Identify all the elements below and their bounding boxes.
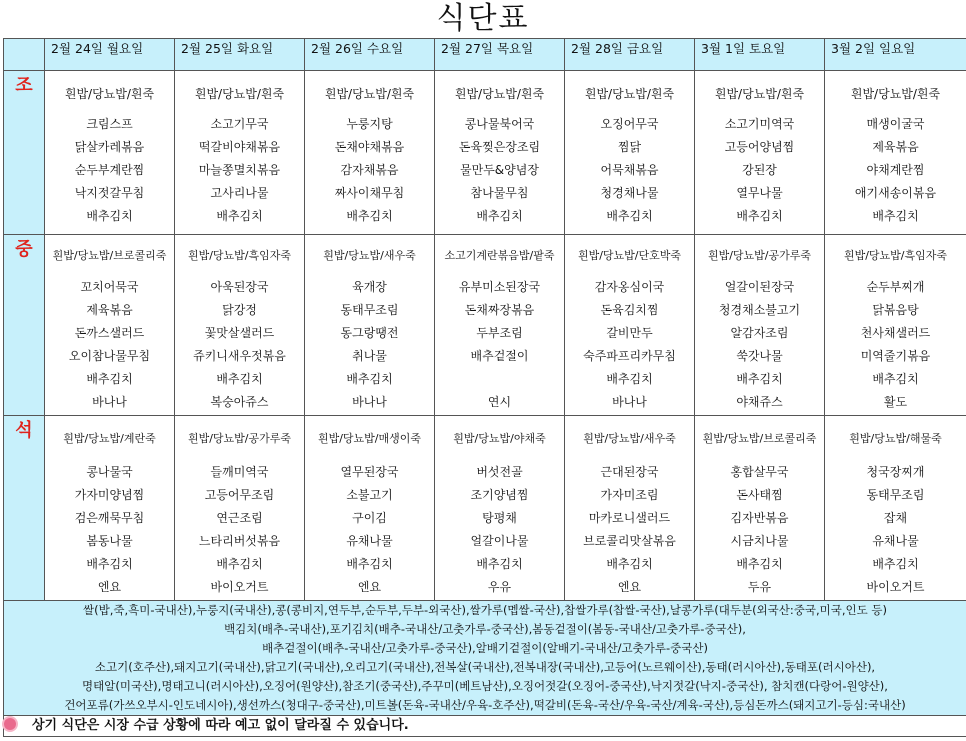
dish-item: 닭볶음탕 bbox=[872, 303, 919, 317]
dish-item: 유채나물 bbox=[872, 534, 919, 548]
origin-info bbox=[4, 601, 966, 716]
dish-item: 제육볶음 bbox=[872, 140, 919, 154]
dish-list bbox=[825, 461, 966, 599]
dish-item: 배추김치 bbox=[606, 557, 653, 571]
dish-item: 배추김치 bbox=[346, 209, 393, 223]
meal-label-dinner: 석 bbox=[4, 416, 45, 601]
dish-item: 알감자조림 bbox=[730, 326, 789, 340]
rice-porridge-options: 흰밥/당뇨밥/계란죽 bbox=[63, 432, 156, 445]
rice-porridge-options: 흰밥/당뇨밥/야채죽 bbox=[453, 432, 546, 445]
dish-item: 유부미소된장국 bbox=[458, 280, 541, 294]
dish-list bbox=[565, 461, 694, 599]
dish-item: 배추김치 bbox=[86, 209, 133, 223]
lunch-row bbox=[4, 235, 966, 416]
dish-item: 돈육김치찜 bbox=[600, 303, 659, 317]
notice-row bbox=[4, 716, 966, 737]
meal-label-breakfast: 조 bbox=[4, 71, 45, 235]
dish-item: 소고기미역국 bbox=[724, 117, 795, 131]
dish-item: 마늘쫑멸치볶음 bbox=[198, 163, 281, 177]
dish-list bbox=[565, 276, 694, 414]
rice-porridge-options: 흰밥/당뇨밥/흰죽 bbox=[850, 87, 941, 101]
menu-cell-breakfast bbox=[565, 71, 695, 235]
date-header: 2월 24일 월요일 bbox=[45, 39, 175, 71]
origin-line: 백김치(배추-국내산),포기김치(배추-국내산/고춧가루-중국산),봄동겉절이(봄동-국내산/고춧가루-중국산), bbox=[224, 622, 746, 636]
origin-row bbox=[4, 601, 966, 716]
dish-item: 낙지젓갈무침 bbox=[74, 186, 145, 200]
dish-item: 청경채나물 bbox=[600, 186, 659, 200]
rice-porridge-options: 흰밥/당뇨밥/새우죽 bbox=[583, 432, 676, 445]
dish-item: 오징어무국 bbox=[600, 117, 659, 131]
dish-item: 닭살카레볶음 bbox=[74, 140, 145, 154]
dish-item: 육개장 bbox=[352, 280, 387, 294]
notice-text: 상기 식단은 시장 수급 상황에 따라 예고 없이 달라질 수 있습니다. bbox=[32, 718, 409, 733]
dish-item: 돈까스샐러드 bbox=[74, 326, 145, 340]
dish-list bbox=[825, 113, 966, 228]
dish-item: 배추김치 bbox=[606, 209, 653, 223]
menu-cell-dinner bbox=[45, 416, 175, 601]
dish-item: 콩나물북어국 bbox=[464, 117, 535, 131]
dish-item: 배추김치 bbox=[606, 372, 653, 386]
rice-porridge-options: 흰밥/당뇨밥/흰죽 bbox=[584, 87, 675, 101]
dish-item: 오이참나물무침 bbox=[68, 349, 151, 363]
rice-porridge-options: 흰밥/당뇨밥/흰죽 bbox=[454, 87, 545, 101]
menu-cell-lunch bbox=[695, 235, 825, 416]
dish-item: 순두부찌개 bbox=[866, 280, 925, 294]
dish-item: 바나나 bbox=[352, 395, 387, 409]
menu-cell-breakfast bbox=[435, 71, 565, 235]
dish-item: 크림스프 bbox=[86, 117, 133, 131]
dish-item: 누룽지탕 bbox=[346, 117, 393, 131]
dish-item: 어묵채볶음 bbox=[600, 163, 659, 177]
dish-item: 감자옹심이국 bbox=[594, 280, 665, 294]
menu-cell-lunch bbox=[435, 235, 565, 416]
dish-item: 연근조림 bbox=[216, 511, 263, 525]
dish-item: 매생이굴국 bbox=[866, 117, 925, 131]
dish-item: 바이오거트 bbox=[866, 580, 925, 594]
rice-porridge-options: 흰밥/당뇨밥/흰죽 bbox=[64, 87, 155, 101]
menu-cell-dinner bbox=[435, 416, 565, 601]
flower-icon bbox=[4, 718, 16, 730]
dish-item: 엔요 bbox=[617, 580, 642, 594]
dish-list bbox=[435, 113, 564, 228]
menu-cell-breakfast bbox=[175, 71, 305, 235]
dish-item bbox=[435, 368, 564, 391]
dish-item: 고사리나물 bbox=[210, 186, 269, 200]
dish-item: 청경채소불고기 bbox=[718, 303, 801, 317]
dish-item: 고등어무조림 bbox=[204, 488, 275, 502]
menu-cell-lunch bbox=[305, 235, 435, 416]
dish-item: 구이김 bbox=[352, 511, 387, 525]
dish-list bbox=[825, 276, 966, 414]
date-header: 2월 27일 목요일 bbox=[435, 39, 565, 71]
dish-list bbox=[435, 276, 564, 414]
dish-item: 시금치나물 bbox=[730, 534, 789, 548]
dish-item: 조기양념찜 bbox=[470, 488, 529, 502]
dish-item: 떡갈비야채볶음 bbox=[198, 140, 281, 154]
dish-item: 아욱된장국 bbox=[210, 280, 269, 294]
dish-list bbox=[435, 461, 564, 599]
menu-cell-breakfast bbox=[825, 71, 966, 235]
dish-item: 우유 bbox=[487, 580, 512, 594]
menu-cell-dinner bbox=[305, 416, 435, 601]
dish-item: 취나물 bbox=[352, 349, 387, 363]
dish-item: 야채계란찜 bbox=[866, 163, 925, 177]
dish-item: 브로콜리맛살볶음 bbox=[583, 534, 676, 548]
dish-item: 배추김치 bbox=[736, 557, 783, 571]
dish-list bbox=[305, 113, 434, 228]
dinner-row bbox=[4, 416, 966, 601]
dish-item: 배추김치 bbox=[476, 209, 523, 223]
notice-cell bbox=[4, 716, 966, 737]
rice-porridge-options: 흰밥/당뇨밥/흰죽 bbox=[194, 87, 285, 101]
date-header: 2월 28일 금요일 bbox=[565, 39, 695, 71]
dish-list bbox=[565, 113, 694, 228]
dish-list bbox=[695, 113, 824, 228]
dish-item: 찜닭 bbox=[617, 140, 642, 154]
date-header-row bbox=[4, 39, 966, 71]
dish-item: 감자채볶음 bbox=[340, 163, 399, 177]
dish-item: 가자미조림 bbox=[600, 488, 659, 502]
header-corner bbox=[4, 39, 45, 71]
dish-item: 마카로니샐러드 bbox=[588, 511, 671, 525]
dish-item: 잡채 bbox=[883, 511, 908, 525]
dish-item: 바이오거트 bbox=[210, 580, 269, 594]
dish-item: 배추김치 bbox=[736, 372, 783, 386]
date-header: 3월 1일 토요일 bbox=[695, 39, 825, 71]
dish-item: 갈비만두 bbox=[606, 326, 653, 340]
dish-item: 근대된장국 bbox=[600, 465, 659, 479]
dish-list bbox=[175, 276, 304, 414]
dish-item: 참나물무침 bbox=[470, 186, 529, 200]
dish-item: 숙주파프리카무침 bbox=[583, 349, 676, 363]
dish-item: 봄동나물 bbox=[86, 534, 133, 548]
dish-item: 활도 bbox=[883, 395, 908, 409]
dish-item: 탕평채 bbox=[482, 511, 517, 525]
date-header: 2월 25일 화요일 bbox=[175, 39, 305, 71]
page-title: 식단표 bbox=[436, 1, 530, 36]
meal-label-lunch: 중 bbox=[4, 235, 45, 416]
dish-list bbox=[175, 461, 304, 599]
menu-cell-dinner bbox=[175, 416, 305, 601]
dish-item: 두부조림 bbox=[476, 326, 523, 340]
dish-item: 복숭아쥬스 bbox=[210, 395, 269, 409]
dish-item: 제육볶음 bbox=[86, 303, 133, 317]
rice-porridge-options: 흰밥/당뇨밥/흰죽 bbox=[714, 87, 805, 101]
dish-item: 얼갈이나물 bbox=[470, 534, 529, 548]
dish-item: 쥬키니새우젓볶음 bbox=[193, 349, 286, 363]
menu-cell-breakfast bbox=[305, 71, 435, 235]
rice-porridge-options: 흰밥/당뇨밥/흑임자죽 bbox=[843, 249, 948, 262]
menu-cell-dinner bbox=[825, 416, 966, 601]
dish-list bbox=[175, 113, 304, 228]
dish-item: 배추김치 bbox=[86, 372, 133, 386]
dish-item: 닭강정 bbox=[222, 303, 257, 317]
dish-item: 돈육찢은장조림 bbox=[458, 140, 541, 154]
date-header: 3월 2일 일요일 bbox=[825, 39, 966, 71]
dish-item: 배추겉절이 bbox=[470, 349, 529, 363]
dish-item: 들깨미역국 bbox=[210, 465, 269, 479]
dish-item: 열무된장국 bbox=[340, 465, 399, 479]
dish-item: 야채쥬스 bbox=[736, 395, 783, 409]
dish-item: 돈사태찜 bbox=[736, 488, 783, 502]
origin-line: 명태알(미국산),명태고니(러시아산),오징어(원양산),참조기(중국산),주꾸미(베트남산),오징어젓갈(오징어-중국산),낙지젓갈(낙지-중국산), 참치캔(다랑어-원양산), bbox=[82, 679, 888, 693]
dish-item: 배추김치 bbox=[346, 557, 393, 571]
rice-porridge-options: 소고기계란볶음밥/팥죽 bbox=[444, 249, 555, 262]
dish-item: 꼬치어묵국 bbox=[80, 280, 139, 294]
dish-item: 배추김치 bbox=[872, 209, 919, 223]
rice-porridge-options: 흰밥/당뇨밥/브로콜리죽 bbox=[702, 432, 817, 445]
dish-item: 동태무조림 bbox=[340, 303, 399, 317]
dish-item: 홍합살무국 bbox=[730, 465, 789, 479]
dish-item: 강된장 bbox=[742, 163, 777, 177]
menu-cell-breakfast bbox=[695, 71, 825, 235]
dish-item: 가자미양념찜 bbox=[74, 488, 145, 502]
dish-item: 돈채짜장볶음 bbox=[464, 303, 535, 317]
dish-item: 돈채야채볶음 bbox=[334, 140, 405, 154]
dish-list bbox=[45, 276, 174, 414]
dish-item: 순두부계란찜 bbox=[74, 163, 145, 177]
dish-item: 연시 bbox=[487, 395, 512, 409]
dish-item: 엔요 bbox=[97, 580, 122, 594]
dish-item: 배추김치 bbox=[872, 372, 919, 386]
rice-porridge-options: 흰밥/당뇨밥/공가루죽 bbox=[187, 432, 292, 445]
origin-line: 소고기(호주산),돼지고기(국내산),닭고기(국내산),오리고기(국내산),전복살(국내산),전복내장(국내산),고등어(노르웨이산),동태(러시아산),동태포(러시아산), bbox=[94, 660, 876, 674]
dish-list bbox=[695, 276, 824, 414]
dish-item: 소불고기 bbox=[346, 488, 393, 502]
dish-list bbox=[305, 461, 434, 599]
dish-item: 검은깨묵무침 bbox=[74, 511, 145, 525]
rice-porridge-options: 흰밥/당뇨밥/단호박죽 bbox=[577, 249, 682, 262]
dish-item: 두유 bbox=[747, 580, 772, 594]
rice-porridge-options: 흰밥/당뇨밥/브로콜리죽 bbox=[52, 249, 167, 262]
dish-item: 콩나물국 bbox=[86, 465, 133, 479]
menu-cell-lunch bbox=[175, 235, 305, 416]
dish-item: 얼갈이된장국 bbox=[724, 280, 795, 294]
rice-porridge-options: 흰밥/당뇨밥/흑임자죽 bbox=[187, 249, 292, 262]
rice-porridge-options: 흰밥/당뇨밥/흰죽 bbox=[324, 87, 415, 101]
menu-cell-breakfast bbox=[45, 71, 175, 235]
dish-item: 배추김치 bbox=[216, 372, 263, 386]
dish-item: 버섯전골 bbox=[476, 465, 523, 479]
breakfast-row bbox=[4, 71, 966, 235]
dish-list bbox=[45, 461, 174, 599]
dish-item: 배추김치 bbox=[216, 557, 263, 571]
dish-list bbox=[695, 461, 824, 599]
dish-item: 배추김치 bbox=[346, 372, 393, 386]
dish-item: 쑥갓나물 bbox=[736, 349, 783, 363]
dish-item: 엔요 bbox=[357, 580, 382, 594]
dish-item: 김자반볶음 bbox=[730, 511, 789, 525]
menu-cell-lunch bbox=[825, 235, 966, 416]
rice-porridge-options: 흰밥/당뇨밥/새우죽 bbox=[323, 249, 416, 262]
dish-item: 애기새송이볶음 bbox=[854, 186, 937, 200]
dish-item: 바나나 bbox=[92, 395, 127, 409]
menu-cell-lunch bbox=[45, 235, 175, 416]
dish-item: 물만두&양념장 bbox=[460, 163, 539, 177]
dish-item: 배추김치 bbox=[86, 557, 133, 571]
date-header: 2월 26일 수요일 bbox=[305, 39, 435, 71]
dish-list bbox=[45, 113, 174, 228]
dish-item: 바나나 bbox=[612, 395, 647, 409]
dish-item: 느타리버섯볶음 bbox=[198, 534, 281, 548]
dish-item: 미역줄기볶음 bbox=[860, 349, 931, 363]
dish-item: 동그랑땡전 bbox=[340, 326, 399, 340]
dish-item: 고등어양념찜 bbox=[724, 140, 795, 154]
menu-cell-dinner bbox=[565, 416, 695, 601]
dish-item: 배추김치 bbox=[736, 209, 783, 223]
dish-item: 소고기무국 bbox=[210, 117, 269, 131]
origin-line: 건어포류(가쓰오부시-인도네시아),생선까스(청대구-중국산),미트볼(돈육-국내산/우육-호주산),떡갈비(돈육-국산/우육-국산/계육-국산),등심돈까스(돼지고기-등심:국내산) bbox=[64, 698, 906, 712]
menu-table bbox=[3, 38, 966, 737]
dish-item: 유채나물 bbox=[346, 534, 393, 548]
dish-item: 동태무조림 bbox=[866, 488, 925, 502]
dish-item: 배추김치 bbox=[476, 557, 523, 571]
dish-item: 배추김치 bbox=[216, 209, 263, 223]
rice-porridge-options: 흰밥/당뇨밥/매생이죽 bbox=[317, 432, 422, 445]
rice-porridge-options: 흰밥/당뇨밥/해물죽 bbox=[849, 432, 942, 445]
dish-item: 짜사이채무침 bbox=[334, 186, 405, 200]
dish-item: 천사채샐러드 bbox=[860, 326, 931, 340]
dish-item: 배추김치 bbox=[872, 557, 919, 571]
dish-list bbox=[305, 276, 434, 414]
dish-item: 청국장찌개 bbox=[866, 465, 925, 479]
menu-cell-lunch bbox=[565, 235, 695, 416]
origin-line: 배추겉절이(배추-국내산/고춧가루-중국산),알배기겉절이(알배기-국내산/고춧가루-중국산) bbox=[262, 641, 708, 655]
menu-cell-dinner bbox=[695, 416, 825, 601]
dish-item: 꽃맛살샐러드 bbox=[204, 326, 275, 340]
dish-item: 열무나물 bbox=[736, 186, 783, 200]
rice-porridge-options: 흰밥/당뇨밥/공가루죽 bbox=[707, 249, 812, 262]
origin-line: 쌀(밥,죽,흑미-국내산),누룽지(국내산),콩(콩비지,연두부,순두부,두부-외국산),쌀가루(멥쌀-국산),찹쌀가루(찹쌀-국산),날콩가루(대두분(외국산:중국,미국,인도 등) bbox=[83, 603, 887, 617]
